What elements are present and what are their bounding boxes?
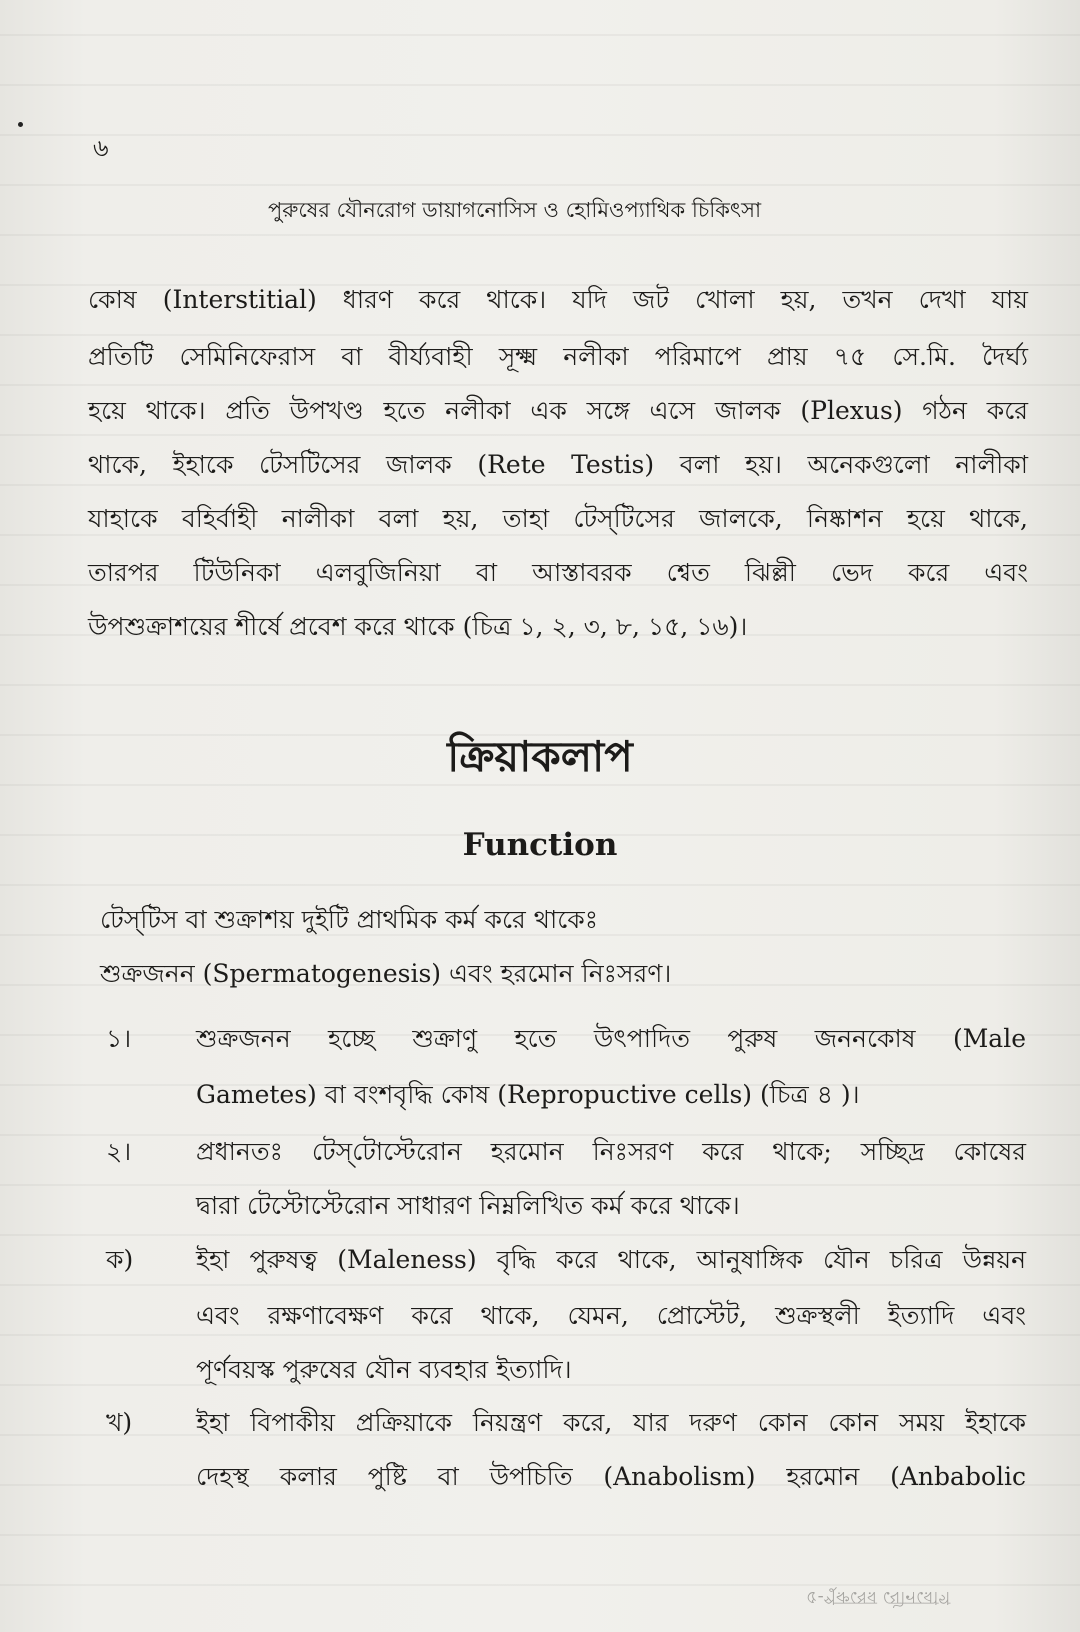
paragraph-line: কোষ (Interstitial) ধারণ করে থাকে। যদি জট খোলা হয়, তখন দেখা যায় bbox=[88, 285, 1028, 314]
function-intro-line: শুক্রজনন (Spermatogenesis) এবং হরমোন নিঃসরণ। bbox=[100, 959, 672, 988]
list-item-line: এবং রক্ষণাবেক্ষণ করে থাকে, যেমন, প্রোস্টেট, শুক্রস্থলী ইত্যাদি এবং bbox=[196, 1301, 1026, 1330]
list-item-line: ইহা পুরুষত্ব (Maleness) বৃদ্ধি করে থাকে, আনুষাঙ্গিক যৌন চরিত্র উন্নয়ন bbox=[196, 1245, 1026, 1274]
list-item-line: দ্বারা টেস্টোস্টেরোন সাধারণ নিম্নলিখিত কর্ম করে থাকে। bbox=[196, 1191, 740, 1220]
list-item-line: প্রধানতঃ টেস্‌টোস্টেরোন হরমোন নিঃসরণ করে থাকে; সচ্ছিদ্র কোষের bbox=[196, 1137, 1026, 1166]
ink-dot bbox=[18, 122, 23, 127]
list-item-line: দেহস্থ কলার পুষ্টি বা উপচিতি (Anabolism) হরমোন (Anbabolic bbox=[196, 1462, 1026, 1491]
list-item-line: ইহা বিপাকীয় প্রক্রিয়াকে নিয়ন্ত্রণ করে, যার দরুণ কোন কোন সময় ইহাকে bbox=[196, 1408, 1026, 1437]
page-number: ৬ bbox=[93, 134, 109, 162]
running-header: পুরুষের যৌনরোগ ডায়াগনোসিস ও হোমিওপ্যাথিক চিকিৎসা bbox=[268, 198, 762, 222]
paragraph-line: যাহাকে বহির্বাহী নালীকা বলা হয়, তাহা টেস্‌টিসের জালকে, নিষ্কাশন হয়ে থাকে, bbox=[88, 504, 1028, 533]
paragraph-line: প্রতিটি সেমিনিফেরাস বা বীর্য্যবাহী সূক্ষ্ম নলীকা পরিমাপে প্রায় ৭৫ সে.মি. দৈর্ঘ্য bbox=[88, 342, 1028, 371]
function-intro-line: টেস্‌টিস বা শুক্রাশয় দুইটি প্রাথমিক কর্ম করে থাকেঃ bbox=[100, 905, 599, 934]
section-heading-bengali: ক্রিয়াকলাপ bbox=[447, 732, 633, 781]
paragraph-line: উপশুক্রাশয়ের শীর্ষে প্রবেশ করে থাকে (চিত্র ১, ২, ৩, ৮, ১৫, ১৬)। bbox=[88, 612, 748, 641]
list-marker: ১। bbox=[106, 1024, 132, 1053]
section-heading-english: Function bbox=[462, 827, 618, 863]
list-marker: ক) bbox=[106, 1245, 134, 1274]
list-item-line: পূর্ণবয়স্ক পুরুষের যৌন ব্যবহার ইত্যাদি। bbox=[196, 1355, 572, 1384]
list-item-line: শুক্রজনন হচ্ছে শুক্রাণু হতে উৎপাদিত পুরুষ জননকোষ (Male bbox=[196, 1024, 1026, 1053]
paragraph-line: হয়ে থাকে। প্রতি উপখণ্ড হতে নলীকা এক সঙ্গে এসে জালক (Plexus) গঠন করে bbox=[88, 396, 1028, 425]
footer-signature-mark: ৫-পুরুষের যৌনরোগ bbox=[806, 1587, 951, 1608]
list-marker: খ) bbox=[106, 1408, 133, 1437]
paragraph-line: থাকে, ইহাকে টেসটিসের জালক (Rete Testis) বলা হয়। অনেকগুলো নালীকা bbox=[88, 450, 1028, 479]
list-marker: ২। bbox=[106, 1137, 132, 1166]
list-item-line: Gametes) বা বংশবৃদ্ধি কোষ (Repropuctive cells) (চিত্র ৪ )। bbox=[196, 1080, 860, 1109]
paragraph-line: তারপর টিউনিকা এলবুজিনিয়া বা আস্তাবরক শ্বেত ঝিল্লী ভেদ করে এবং bbox=[88, 558, 1028, 587]
